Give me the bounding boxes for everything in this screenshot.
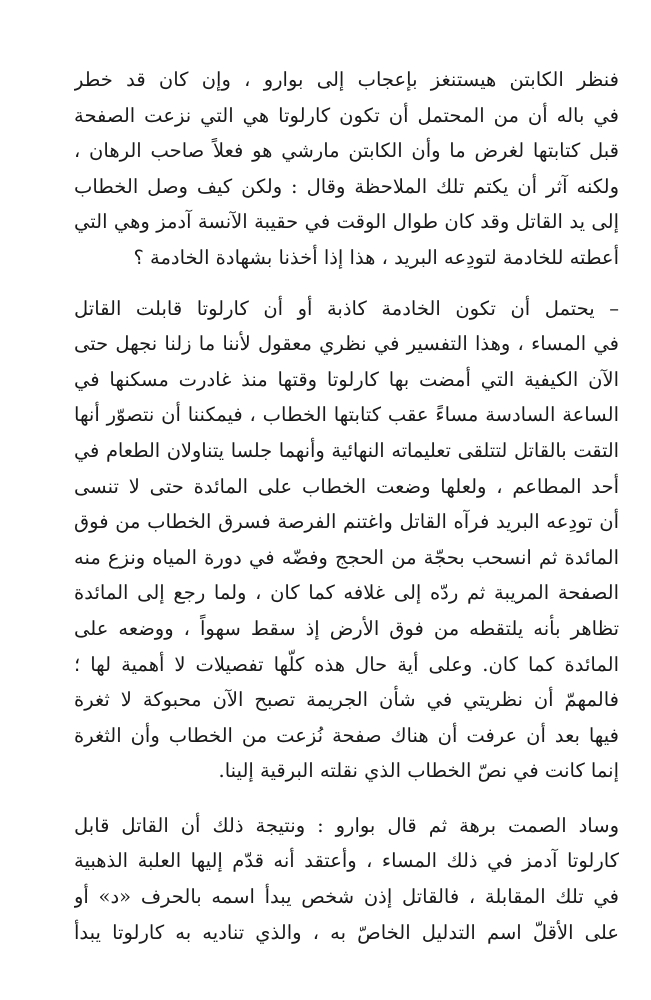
text-line: في المساء ، وهذا التفسير في نظري معقول لأننا ما زلنا نجهل حتى — [74, 332, 619, 356]
paragraph-3 — [74, 808, 619, 950]
text-line: المائدة ثم انسحب بحجّة من الحجج وفضّه في دورة المياه ونزع منه — [74, 545, 619, 569]
text-line: الساعة السادسة مساءً عقب كتابتها الخطاب ، فيمكننا أن نتصوّر أنها — [74, 403, 619, 427]
text-line: المائدة كما كان. وعلى أية حال هذه كلّها تفصيلات لا أهمية لها ؛ — [74, 652, 619, 676]
paragraph-2 — [74, 291, 619, 789]
text-line: أحد المطاعم ، ولعلها وضعت الخطاب على المائدة حتى لا تنسى — [74, 474, 619, 498]
text-line: في باله أن من المحتمل أن تكون كارلوتا هي التي نزعت الصفحة — [74, 103, 619, 127]
paragraph-1 — [74, 62, 619, 276]
text-line: ولكنه آثر أن يكتم تلك الملاحظة وقال : ولكن كيف وصل الخطاب — [74, 174, 619, 198]
text-line: أن تودِعه البريد فرآه القاتل واغتنم الفرصة فسرق الخطاب من فوق — [74, 510, 619, 534]
text-line: فالمهمّ أن نظريتي في شأن الجريمة تصبح الآن محبوكة لا ثغرة — [74, 688, 619, 712]
text-line: في تلك المقابلة ، فالقاتل إذن شخص يبدأ اسمه بالحرف «د» أو — [74, 885, 619, 909]
book-page — [74, 62, 619, 950]
text-line: الآن الكيفية التي أمضت بها كارلوتا وقتها منذ غادرت مسكنها في — [74, 367, 619, 391]
text-line: أعطته للخادمة لتودِعه البريد ، هذا إذا أخذنا بشهادة الخادمة ؟ — [133, 245, 619, 269]
text-line: إنما كانت في نصّ الخطاب الذي نقلته البرقية إلينا. — [218, 759, 619, 783]
text-line: إلى يد القاتل وقد كان طوال الوقت في حقيبة الآنسة آدمز وهي التي — [74, 210, 619, 234]
text-line: قبل كتابتها لغرض ما وأن الكابتن مارشي هو فعلاً صاحب الرهان ، — [74, 139, 619, 163]
text-line: التقت بالقاتل لتتلقى تعليماته النهائية وأنهما جلسا يتناولان الطعام في — [74, 438, 619, 462]
text-line: فنظر الكابتن هيستنغز بإعجاب إلى بوارو ، وإن كان قد خطر — [74, 68, 619, 91]
text-line: وساد الصمت برهة ثم قال بوارو : ونتيجة ذلك أن القاتل قابل — [74, 813, 619, 837]
text-line: – يحتمل أن تكون الخادمة كاذبة أو أن كارلوتا قابلت القاتل — [74, 296, 619, 320]
text-line: فيها بعد أن عرفت أن هناك صفحة نُزعت من الخطاب وأن الثغرة — [74, 723, 619, 747]
text-line: كارلوتا آدمز في ذلك المساء ، وأعتقد أنه قدّم إليها العلبة الذهبية — [74, 849, 619, 873]
text-line: على الأقلّ اسم التدليل الخاصّ به ، والذي تناديه به كارلوتا يبدأ — [74, 920, 619, 944]
text-line: تظاهر بأنه يلتقطه من فوق الأرض إذ سقط سهواً ، ووضعه على — [74, 616, 619, 640]
text-line: الصفحة المريبة ثم ردّه إلى غلافه كما كان ، ولما رجع إلى المائدة — [74, 581, 619, 605]
